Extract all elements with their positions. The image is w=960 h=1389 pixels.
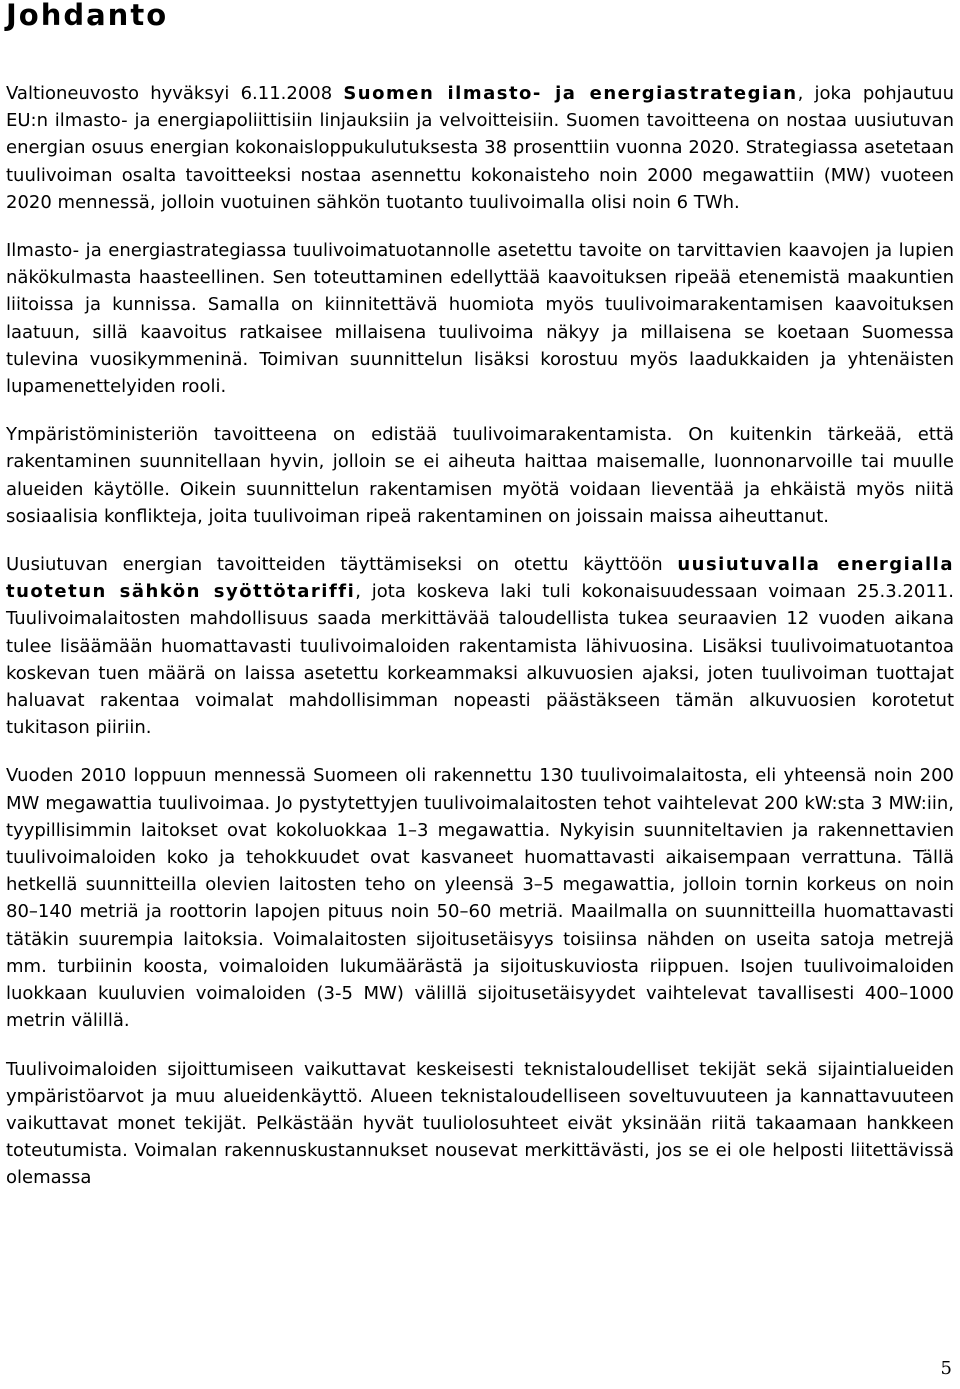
paragraph-4-text-start: Uusiutuvan energian tavoitteiden täyttämiseksi on otettu käyttöön <box>6 554 678 576</box>
page-number: 5 <box>940 1358 952 1379</box>
feed-in-tariff-emphasis: uusiutuvalla energialla tuotetun sähkön syöttötariffi <box>6 554 954 603</box>
paragraph-1 <box>6 80 954 216</box>
document-page <box>6 0 954 1192</box>
paragraph-6: Tuulivoimaloiden sijoittumiseen vaikuttavat keskeisesti teknistaloudelliset tekijät sekä sijaintialueiden ympäristöarvot ja muu alueidenkäyttö. Alueen teknistaloudelliseen soveltuvuuteen ja kannattavuuteen vaikuttavat monet tekijät. Pelkästään hyvät tuuliolosuhteet eivät yksinään riitä takaamaan hankkeen toteutumista. Voimalan rakennuskustannukset nousevat merkittävästi, jos se ei ole helposti liitettävissä olemassa <box>6 1058 954 1189</box>
paragraph-5: Vuoden 2010 loppuun mennessä Suomeen oli rakennettu 130 tuulivoimalaitosta, eli yhteensä noin 200 MW megawattia tuulivoimaa. Jo pystytettyjen tuulivoimalaitosten tehot vaihtelevat 200 kW:sta 3 MW:iin, tyypillisimmin laitokset ovat kokoluokkaa 1–3 megawattia. Nykyisin suunniteltavien ja rakennettavien tuulivoimaloiden koko ja tehokkuudet ovat kasvaneet huomattavasti aikaisempaan verrattuna. Tällä hetkellä suunnitteilla olevien laitosten teho on yleensä 3–5 megawattia, jolloin tornin korkeus on noin 80–140 metriä ja roottorin lapojen pituus noin 50–60 metriä. Maailmalla on suunnitteilla huomattavasti tätäkin suurempia laitoksia. Voimalaitosten sijoitusetäisyys toisiinsa nähden on useita satoja metrejä mm. turbiinin koosta, voimaloiden lukumäärästä ja sijoituskuviosta riippuen. Isojen tuulivoimaloiden luokkaan kuuluvien voimaloiden (3-5 MW) välillä sijoitusetäisyydet vaihtelevat tavallisesti 400–1000 metrin välillä. <box>6 765 954 1032</box>
paragraph-1-text-start: Valtioneuvosto hyväksyi 6.11.2008 <box>6 83 344 104</box>
paragraph-4-text-end: , jota koskeva laki tuli kokonaisuudessaan voimaan 25.3.2011. Tuulivoimalaitosten mahdollisuus saada merkittävää taloudellista tukea seuraavien 12 vuoden aikana tulee lisäämään huomattavasti tuulivoimaloiden rakentamista lähivuosina. Lisäksi tuulivoimatuotantoa koskevan tuen määrä on laissa asetettu korkeammaksi alkuvuosien ajaksi, joten tuulivoiman tuottajat haluavat rakentaa voimalat mahdollisimman nopeasti päästäkseen tämän alkuvuosien korotetut tukitason piiriin. <box>6 581 954 739</box>
paragraph-4 <box>6 551 954 741</box>
paragraph-1-text-end: , joka pohjautuu EU:n ilmasto- ja energiapoliittisiin linjauksiin ja velvoitteisiin. Suomen tavoitteena on nostaa uusiutuvan energian osuus energian kokonaisloppukulutuksesta 38 prosenttiin vuonna 2020. Strategiassa asetetaan tuulivoiman osalta tavoitteeksi nostaa asennettu kokonaisteho noin 2000 megawattiin (MW) vuoteen 2020 mennessä, jolloin vuotuinen sähkön tuotanto tuulivoimalla olisi noin 6 TWh. <box>6 83 954 213</box>
paragraph-2: Ilmasto- ja energiastrategiassa tuulivoimatuotannolle asetettu tavoite on tarvittavien kaavojen ja lupien näkökulmasta haasteellinen. Sen toteuttaminen edellyttää kaavoituksen ripeää etenemistä maakuntien liitoissa ja kunnissa. Samalla on kiinnitettävä huomiota myös tuulivoimarakentamisen kaavoituksen laatuun, sillä kaavoitus ratkaisee millaisena tuulivoima näkyy ja millaisena se koetaan Suomessa tulevina vuosikymmeninä. Toimivan suunnittelun lisäksi korostuu myös laadukkaiden ja yhtenäisten lupamenettelyiden rooli. <box>6 240 954 398</box>
strategy-emphasis: Suomen ilmasto- ja energiastrategian <box>343 83 798 104</box>
section-heading: Johdanto <box>6 0 169 32</box>
paragraph-3: Ympäristöministeriön tavoitteena on edistää tuulivoimarakentamista. On kuitenkin tärkeää, että rakentaminen suunnitellaan hyvin, jolloin se ei aiheuta haittaa maisemalle, luonnonarvoille tai muulle alueiden käytölle. Oikein suunnittelun rakentamisen myötä voidaan lieventää ja ehkäistä myös niitä sosiaalisia konflikteja, joita tuulivoiman ripeä rakentaminen on joissain maissa aiheuttanut. <box>6 424 954 527</box>
